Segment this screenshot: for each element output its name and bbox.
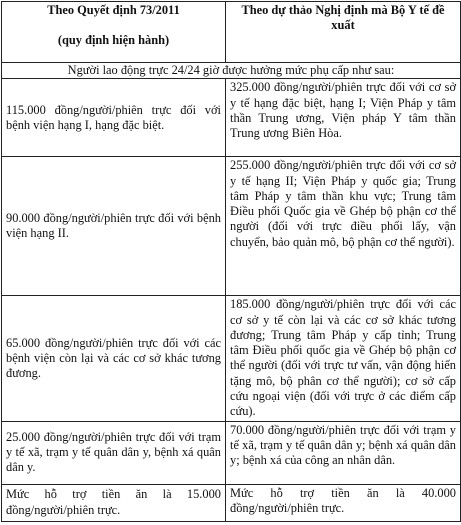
table-row xyxy=(2,421,461,484)
proposed-cell: Mức hỗ trợ tiền ăn là 40.000 đồng/người/phiên trực. xyxy=(226,484,461,521)
span-row-text: Người lao động trực 24/24 giờ được hưởng mức phụ cấp như sau: xyxy=(2,63,461,79)
proposed-cell: 185.000 đồng/người/phiên trực đối với các cơ sở y tế còn lại và các cơ sở khác tương đương; Trung tâm Pháp y cấp tỉnh; Trung tâm Điều phối quốc gia về Ghép bộ phận cơ thể người (đối với trực tư vấn, vận động hiến tặng mô, bộ phân cơ thể người); cơ sở cấp cứu ngoại viện (đối với trực ở các điểm cấp cứu). xyxy=(226,296,461,421)
span-row xyxy=(2,63,461,79)
header-current-title: Theo Quyết định 73/2011 xyxy=(47,3,180,17)
header-current-regulation xyxy=(2,2,226,63)
current-cell: 115.000 đồng/người/phiên trực đối với bệnh viện hạng I, hạng đặc biệt. xyxy=(2,79,226,157)
current-cell: Mức hỗ trợ tiền ăn là 15.000 đồng/người/phiên trực. xyxy=(2,484,226,521)
table-row xyxy=(2,484,461,521)
current-cell: 65.000 đồng/người/phiên trực đối với các bệnh viện còn lại và các cơ sở khác tương đương. xyxy=(2,296,226,421)
header-current-subtitle: (quy định hiện hành) xyxy=(57,33,170,48)
header-row xyxy=(2,2,461,63)
table-row xyxy=(2,157,461,296)
table-row xyxy=(2,296,461,421)
proposed-cell: 255.000 đồng/người/phiên trực đối với cơ sở y tế hạng II; Viện Pháp y quốc gia; Trung tâm Pháp y tâm thần khu vực; Trung tâm Điều phối Quốc gia về Ghép bộ phận cơ thể người (đối với trực điều phối lấy, vận chuyển, bảo quản mô, bộ phận cơ thể người). xyxy=(226,157,461,296)
comparison-table xyxy=(1,1,461,522)
proposed-cell: 70.000 đồng/người/phiên trực đối với trạm y tế xã, trạm y tế quân dân y; bệnh xá quân dân y; bệnh xá của công an nhân dân. xyxy=(226,421,461,484)
table-row xyxy=(2,79,461,157)
current-cell: 25.000 đồng/người/phiên trực đối với trạm y tế xã, trạm y tế quân dân y, bệnh xá quân dân y. xyxy=(2,421,226,484)
header-proposed-decree: Theo dự thảo Nghị định mà Bộ Y tế đề xuất xyxy=(226,2,461,63)
current-cell: 90.000 đồng/người/phiên trực đối với bệnh viện hạng II. xyxy=(2,157,226,296)
proposed-cell: 325.000 đồng/người/phiên trực đối với cơ sở y tế hạng đặc biệt, hạng I; Viện Pháp y tâm thần Trung ương, Viện pháp Y tâm thần Trung ương Biên Hòa. xyxy=(226,79,461,157)
